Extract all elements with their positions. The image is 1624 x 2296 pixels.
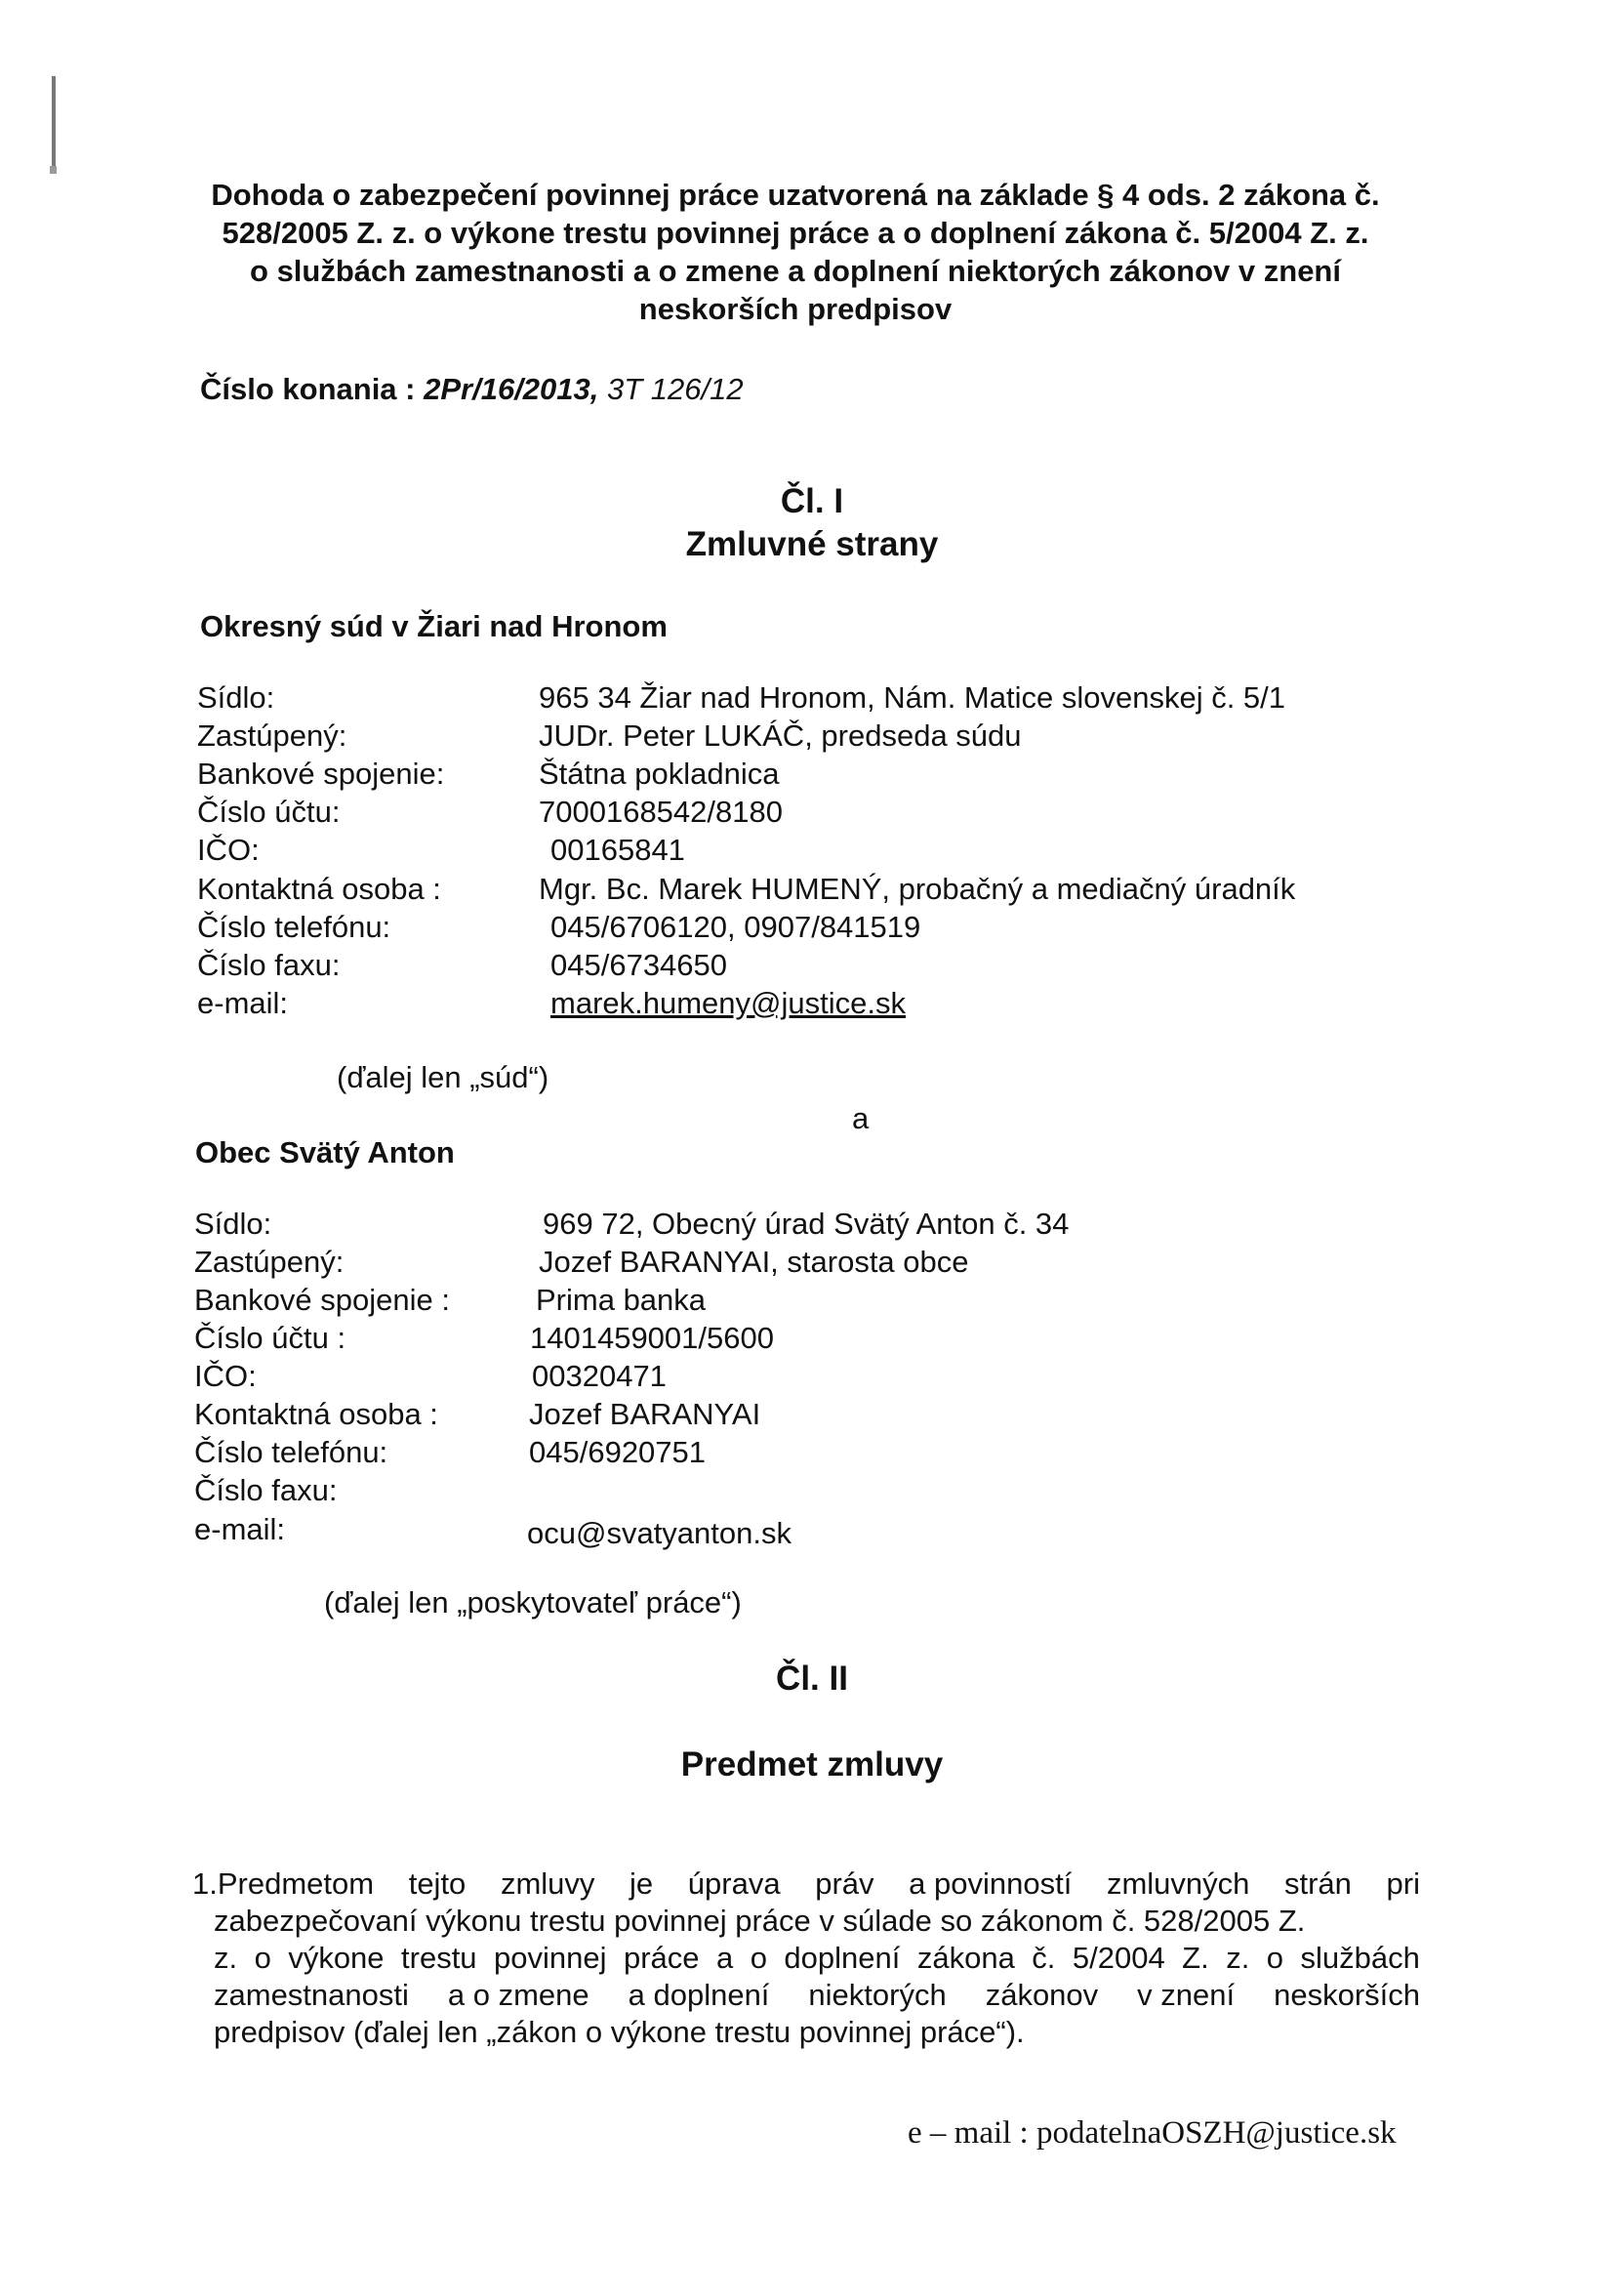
- paragraph-line: [192, 2014, 1420, 2051]
- field-value: 045/6734650: [550, 948, 728, 982]
- title-line: 528/2005 Z. z. o výkone trestu povinnej práce a o doplnení zákona č. 5/2004 Z. z.: [222, 216, 1369, 250]
- margin-mark: [52, 76, 56, 174]
- field-label: IČO:: [197, 833, 260, 867]
- field-label: Kontaktná osoba :: [194, 1397, 438, 1431]
- field-label: e-mail:: [197, 986, 289, 1020]
- field-label: Zastúpený:: [194, 1245, 345, 1279]
- word: je: [629, 1866, 654, 1901]
- word: a povinností: [909, 1866, 1073, 1901]
- email-link[interactable]: ocu@svatyanton.sk: [527, 1516, 792, 1550]
- party1-alias: (ďalej len „súd“): [337, 1060, 549, 1094]
- field-label: Číslo faxu:: [194, 1473, 338, 1507]
- case-number-part: Pr/16/2013,: [440, 372, 599, 406]
- field-value: JUDr. Peter LUKÁČ, predseda súdu: [539, 718, 1022, 753]
- word: výkone: [288, 1941, 385, 1975]
- word: tejto: [408, 1866, 467, 1901]
- line-text: predpisov (ďalej len „zákon o výkone trestu povinnej práce“).: [214, 2015, 1025, 2049]
- word: zmluvných: [1106, 1866, 1250, 1901]
- field-label: Zastúpený:: [197, 718, 347, 753]
- document-title: [127, 176, 1464, 328]
- title-line: o službách zamestnanosti a o zmene a doplnení niektorých zákonov v znení: [250, 254, 1341, 288]
- field-label: Bankové spojenie :: [194, 1283, 450, 1317]
- word: Z.: [1182, 1941, 1209, 1975]
- word: o: [1266, 1941, 1284, 1975]
- word: povinnej: [494, 1941, 607, 1975]
- case-number-part: 3T 126/12: [607, 372, 744, 406]
- paragraph-line: [192, 1903, 1420, 1940]
- conjunction: a: [852, 1101, 870, 1135]
- word: pri: [1386, 1866, 1420, 1901]
- field-label: Číslo účtu:: [197, 795, 341, 829]
- word: a: [715, 1941, 734, 1975]
- word: 5/2004: [1072, 1941, 1165, 1975]
- word: zákona: [916, 1941, 1015, 1975]
- case-number: [200, 372, 744, 407]
- word: o: [254, 1941, 271, 1975]
- word: 1.Predmetom: [192, 1866, 375, 1901]
- footer-email: e – mail : podatelnaOSZH@justice.sk: [908, 2115, 1397, 2151]
- word: z.: [214, 1941, 238, 1975]
- title-line: neskorších predpisov: [638, 292, 953, 326]
- word: službách: [1300, 1941, 1420, 1975]
- field-label: Číslo telefónu:: [197, 910, 391, 944]
- article2-title: Predmet zmluvy: [680, 1745, 944, 1784]
- field-value: 045/6920751: [529, 1435, 707, 1469]
- word: č.: [1032, 1941, 1056, 1975]
- field-value: 7000168542/8180: [539, 795, 783, 829]
- field-label: Sídlo:: [197, 680, 275, 715]
- field-value: 00320471: [532, 1359, 667, 1393]
- word: a doplnení: [628, 1978, 770, 2012]
- line-text: zabezpečovaní výkonu trestu povinnej práce v súlade so zákonom č. 528/2005 Z.: [214, 1904, 1306, 1938]
- field-label: e-mail:: [194, 1512, 286, 1546]
- article2-number: Čl. II: [776, 1660, 848, 1698]
- word: zmluvy: [500, 1866, 595, 1901]
- word: práv: [815, 1866, 874, 1901]
- field-label: Číslo faxu:: [197, 948, 341, 982]
- word: v znení: [1137, 1978, 1236, 2012]
- case-number-label: Číslo konania :: [200, 372, 416, 406]
- field-label: Kontaktná osoba :: [197, 872, 441, 906]
- article1-number: Čl. I: [780, 482, 844, 520]
- paragraph-line: [192, 1977, 1420, 2014]
- word: doplnení: [784, 1941, 901, 1975]
- word: niektorých: [808, 1978, 947, 2012]
- word: z.: [1226, 1941, 1250, 1975]
- title-line: Dohoda o zabezpečení povinnej práce uzatvorená na základe § 4 ods. 2 zákona č.: [211, 178, 1380, 212]
- field-label: Bankové spojenie:: [197, 757, 445, 791]
- field-label: Číslo telefónu:: [194, 1435, 388, 1469]
- field-value: 1401459001/5600: [530, 1321, 774, 1355]
- party2-alias: (ďalej len „poskytovateľ práce“): [324, 1585, 742, 1620]
- word: strán: [1284, 1866, 1352, 1901]
- paragraph-line: [192, 1866, 1420, 1903]
- field-label: Číslo účtu :: [194, 1321, 346, 1355]
- field-value: Jozef BARANYAI, starosta obce: [539, 1245, 969, 1279]
- paragraph-line: [192, 1940, 1420, 1977]
- field-value: Prima banka: [536, 1283, 707, 1317]
- field-value: 045/6706120, 0907/841519: [550, 910, 921, 944]
- word: o: [750, 1941, 767, 1975]
- party1-name: Okresný súd v Žiari nad Hronom: [200, 609, 668, 643]
- word: zamestnanosti: [214, 1978, 409, 2012]
- word: zákonov: [985, 1978, 1099, 2012]
- field-value: Mgr. Bc. Marek HUMENÝ, probačný a mediačný úradník: [539, 872, 1296, 906]
- field-value: 969 72, Obecný úrad Svätý Anton č. 34: [543, 1207, 1070, 1241]
- field-value: Jozef BARANYAI: [529, 1397, 761, 1431]
- word: práce: [623, 1941, 700, 1975]
- field-value: Štátna pokladnica: [539, 757, 780, 791]
- email-link[interactable]: marek.humeny@justice.sk: [550, 986, 906, 1020]
- field-value: 965 34 Žiar nad Hronom, Nám. Matice slovenskej č. 5/1: [539, 680, 1286, 715]
- case-number-part: 2: [424, 372, 441, 406]
- field-value: 00165841: [550, 833, 685, 867]
- word: úprava: [687, 1866, 781, 1901]
- word: a o zmene: [447, 1978, 589, 2012]
- field-label: IČO:: [194, 1359, 257, 1393]
- word: neskorších: [1274, 1978, 1420, 2012]
- word: trestu: [401, 1941, 477, 1975]
- field-label: Sídlo:: [194, 1207, 272, 1241]
- article1-title: Zmluvné strany: [685, 525, 939, 563]
- paragraph-1: [192, 1866, 1420, 2051]
- party2-name: Obec Svätý Anton: [195, 1135, 455, 1169]
- margin-mark-cap: [50, 166, 57, 174]
